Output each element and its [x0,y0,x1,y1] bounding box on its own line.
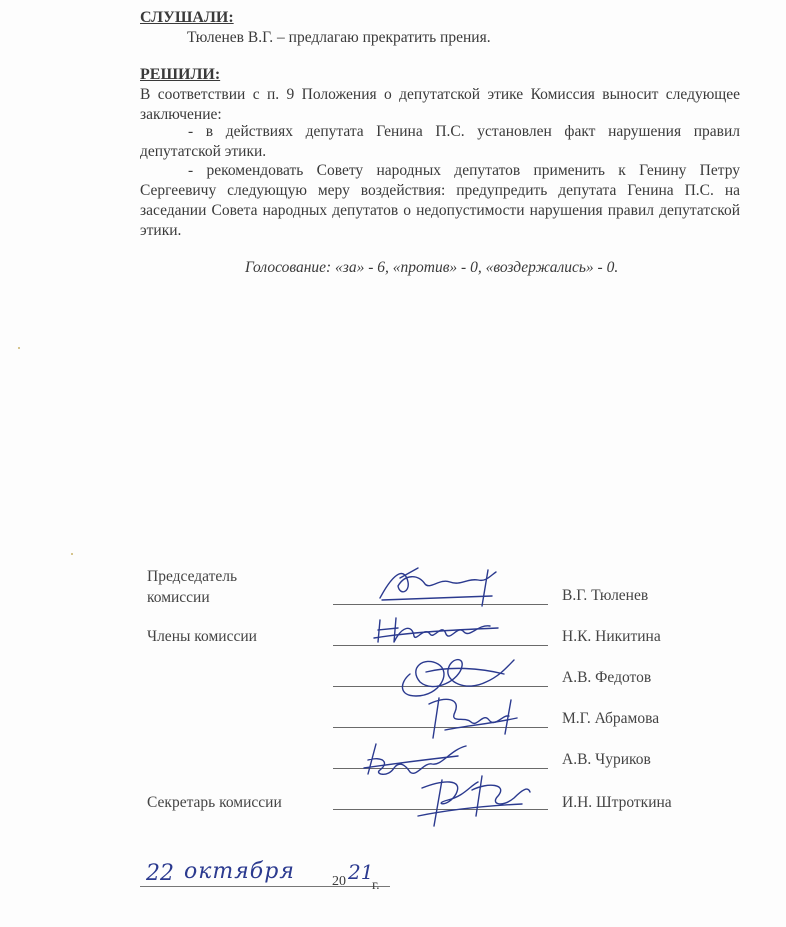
decided-intro: В соответствии с п. 9 Положения о депутатской этике Комиссия выносит следующее заключение: [140,86,740,123]
signature-member1 [372,612,502,652]
name-chair: В.Г. Тюленев [562,587,649,604]
vote-result: Голосование: «за» - 6, «против» - 0, «воздержались» - 0. [245,259,619,276]
signature-member3 [425,690,525,742]
name-secretary: И.Н. Штроткина [562,794,672,811]
date-month: октября [184,859,295,884]
scan-speck [71,553,73,555]
name-member1: Н.К. Никитина [562,628,661,645]
chair-label-line1: Председатель [147,568,238,585]
signature-secretary [412,770,532,830]
decided-item-2: - рекомендовать Совету народных депутатов применить к Генину Петру Сергеевичу следующую меру воздействия: предупредить депутата Генина П.С. на заседании Совета народных депутатов о недопустимости нарушения правил депутатской этики. [140,162,740,239]
date-day: 22 [146,861,174,886]
signature-chair [370,560,510,610]
name-member2: А.В. Федотов [562,669,652,686]
secretary-label: Секретарь комиссии [147,794,282,811]
decided-item-1: - в действиях депутата Генина П.С. установлен факт нарушения правил депутатской этики. [140,123,740,160]
heard-text: Тюленев В.Г. – предлагаю прекратить прения. [187,29,491,46]
scan-speck [18,347,20,349]
date-year-prefix: 20 [332,874,346,889]
name-member3: М.Г. Абрамова [562,710,660,727]
heard-heading: СЛУШАЛИ: [140,9,234,26]
date-line [140,859,400,908]
members-label: Члены комиссии [147,628,257,645]
decided-heading: РЕШИЛИ: [140,66,221,83]
date-year-suffix: 21 [348,860,374,884]
date-year-mark: г. [372,878,380,893]
chair-label-line2: комиссии [147,589,210,606]
name-member4: А.В. Чуриков [562,751,651,768]
date-underline [140,886,390,887]
